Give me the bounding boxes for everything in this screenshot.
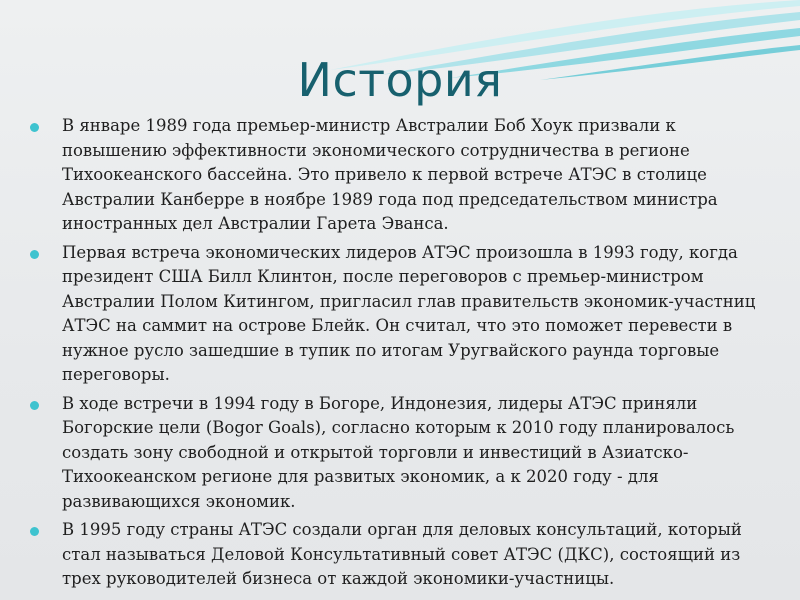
bullet-icon bbox=[30, 123, 39, 132]
bullet-line: В ходе встречи в 1994 году в Богоре, Индонезия, лидеры АТЭС приняли bbox=[62, 393, 698, 413]
bullet-icon bbox=[30, 401, 39, 410]
bullet-line: В 1995 году страны АТЭС создали орган для деловых консультаций, который bbox=[62, 520, 742, 539]
list-item bbox=[30, 114, 778, 237]
list-item bbox=[30, 518, 778, 592]
bullet-line: Тихоокеанского бассейна. Это привело к первой встрече АТЭС в столице bbox=[62, 165, 707, 184]
bullet-line: Богорские цели (Bogor Goals), согласно которым к 2010 году планировалось bbox=[62, 418, 735, 437]
bullet-line: повышению эффективности экономического сотрудничества в регионе bbox=[62, 140, 690, 160]
bullet-list bbox=[30, 114, 778, 596]
bullet-line: развивающихся экономик. bbox=[62, 491, 296, 511]
bullet-line: Австралии Полом Китингом, пригласил глав правительств экономик-участниц bbox=[62, 291, 756, 311]
bullet-line: Первая встреча экономических лидеров АТЭС произошла в 1993 году, когда bbox=[62, 242, 738, 262]
bullet-line: иностранных дел Австралии Гарета Эванса. bbox=[62, 214, 449, 233]
bullet-line: нужное русло зашедшие в тупик по итогам Уругвайского раунда торговые bbox=[62, 340, 720, 360]
list-item bbox=[30, 392, 778, 515]
bullet-icon bbox=[30, 527, 39, 536]
bullet-line: создать зону свободной и открытой торговли и инвестиций в Азиатско- bbox=[62, 442, 689, 462]
bullet-line: президент США Билл Клинтон, после переговоров с премьер-министром bbox=[62, 267, 704, 286]
slide-title: История bbox=[297, 53, 503, 107]
bullet-line: АТЭС на саммит на острове Блейк. Он считал, что это поможет перевести в bbox=[62, 316, 733, 335]
bullet-line: переговоры. bbox=[62, 365, 170, 384]
bullet-line: Тихоокеанском регионе для развитых экономик, а к 2020 году - для bbox=[62, 467, 659, 486]
bullet-line: трех руководителей бизнеса от каждой экономики-участницы. bbox=[62, 569, 615, 588]
bullet-line: Австралии Канберре в ноябре 1989 года под председательством министра bbox=[62, 189, 718, 209]
bullet-icon bbox=[30, 250, 39, 259]
bullet-line: В январе 1989 года премьер-министр Австралии Боб Хоук призвали к bbox=[62, 116, 676, 135]
list-item bbox=[30, 241, 778, 388]
bullet-line: стал называться Деловой Консультативный совет АТЭС (ДКС), состоящий из bbox=[62, 544, 741, 564]
